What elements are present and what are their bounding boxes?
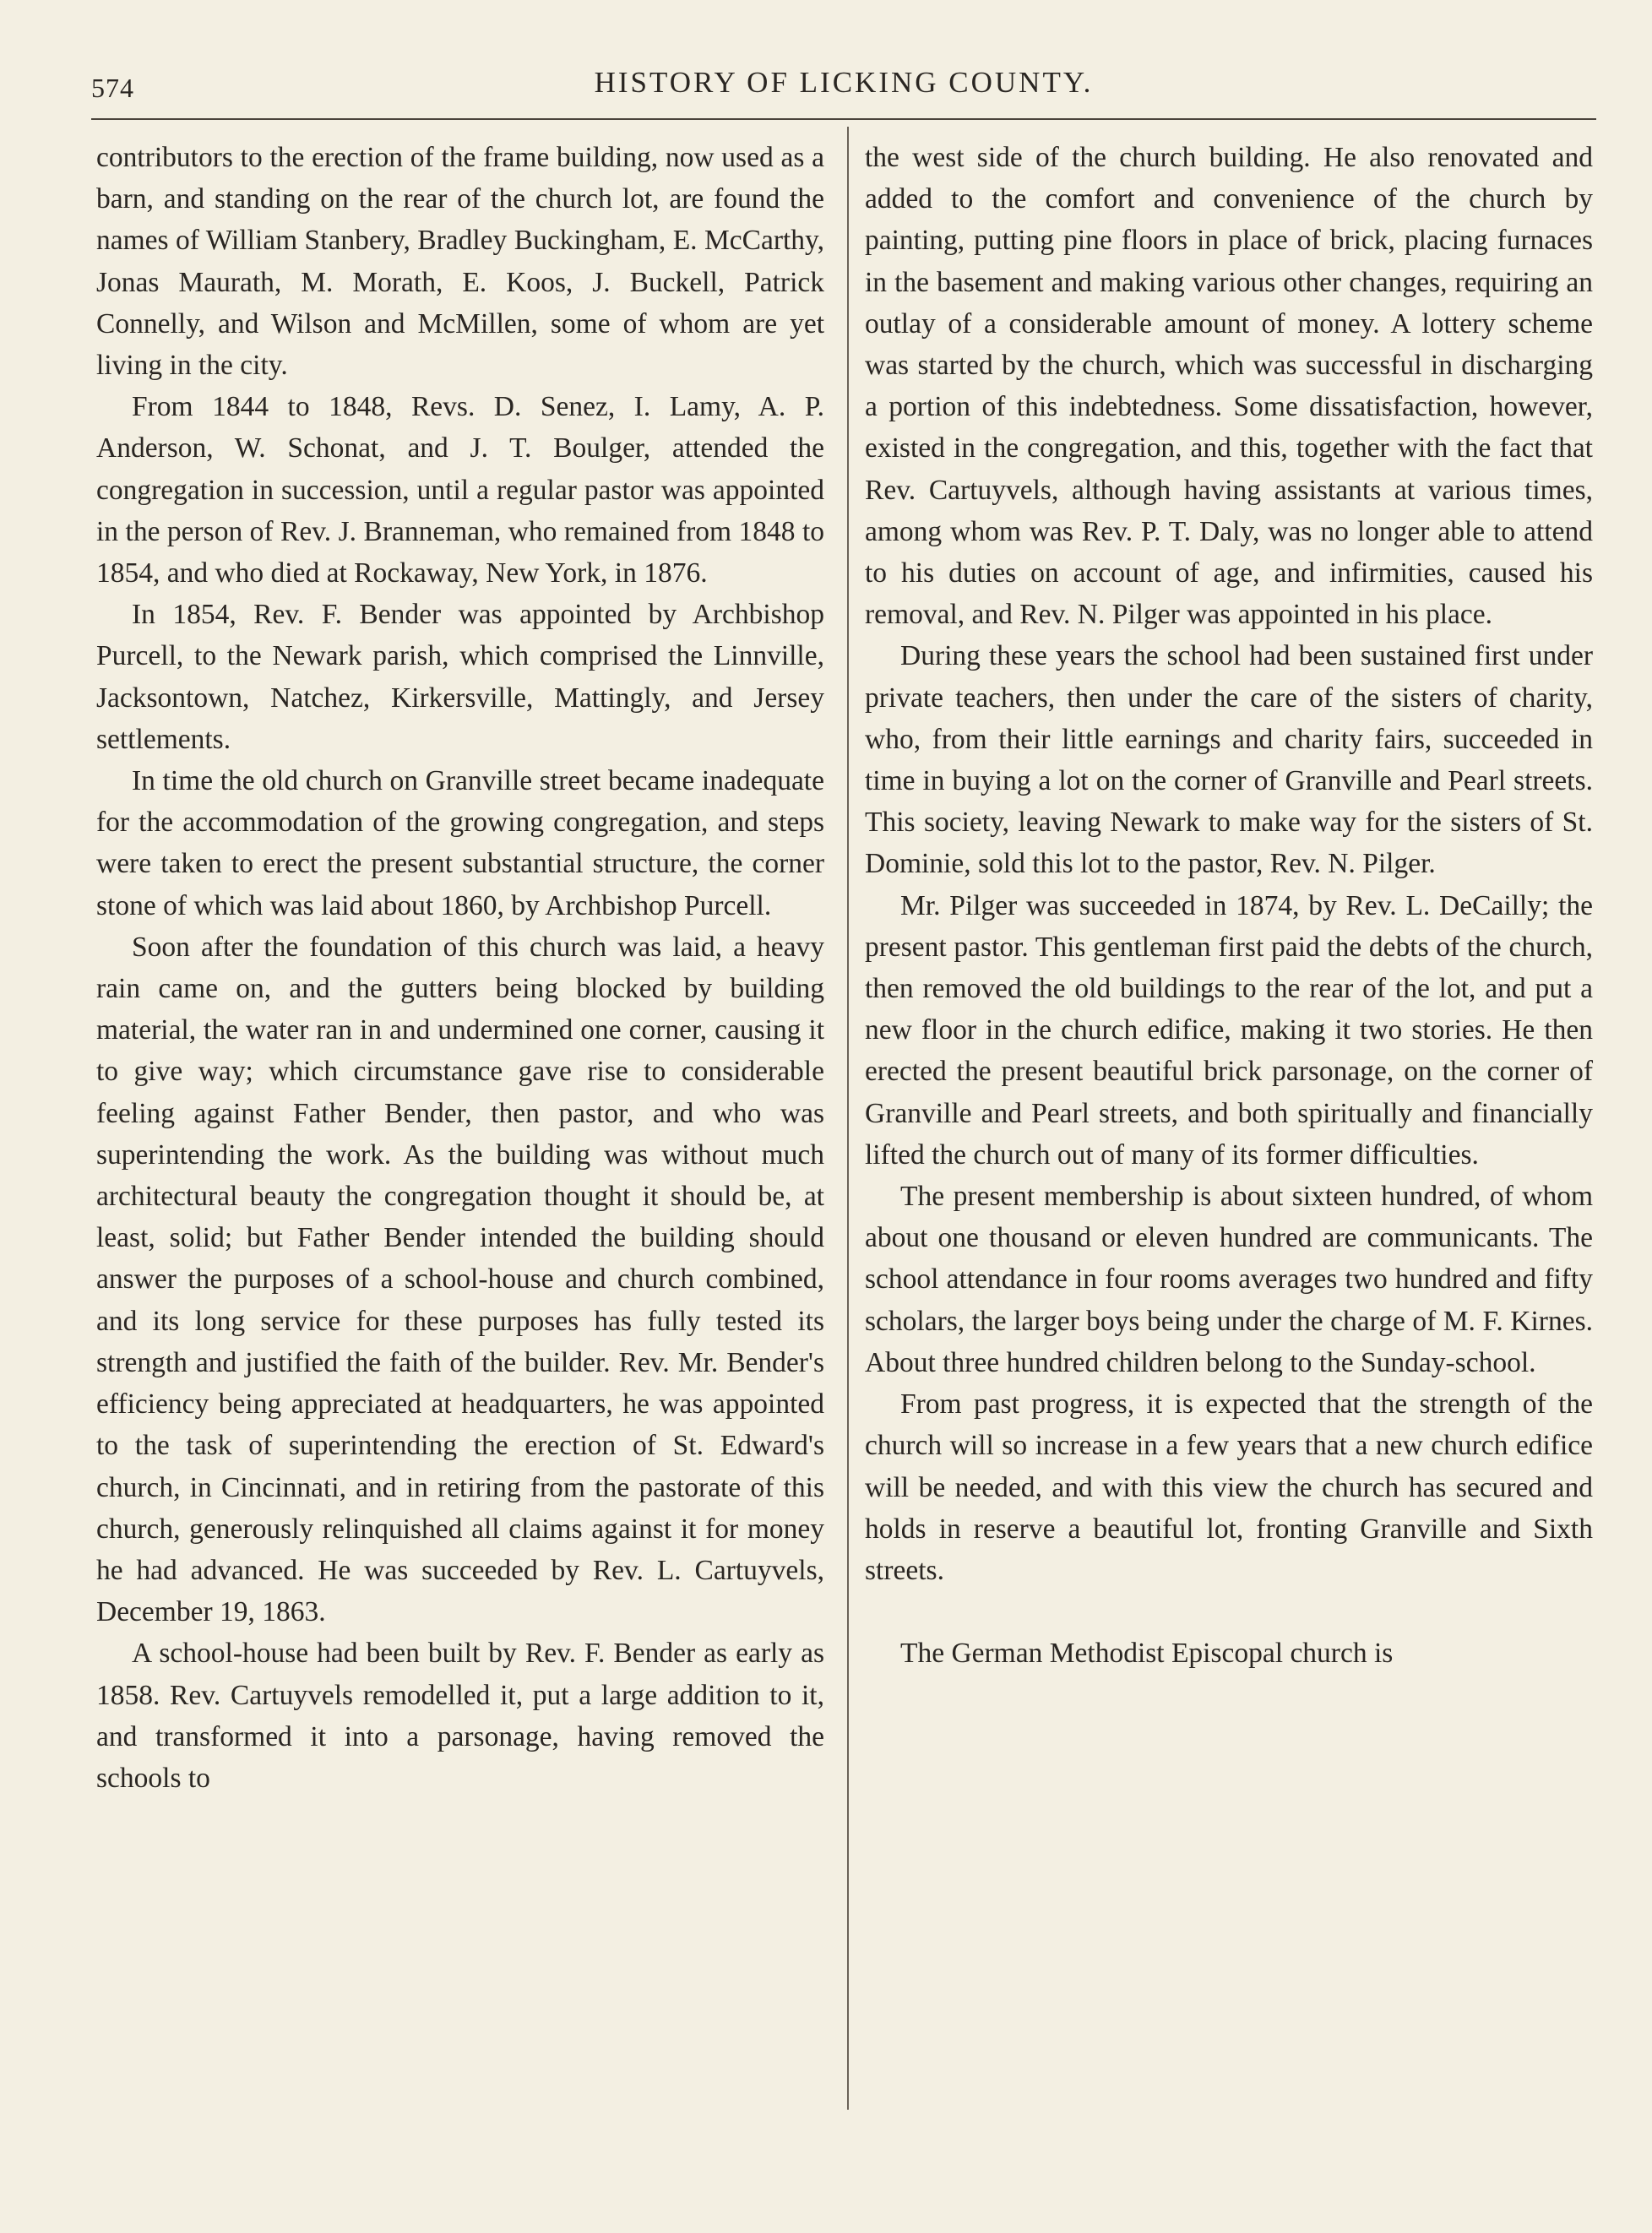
paragraph: The German Methodist Episcopal church is [900, 1638, 1394, 1670]
column-divider [847, 127, 849, 2110]
right-column [865, 137, 1593, 1674]
paragraph: During these years the school had been sustained first under private teachers, then under the care of the sisters of charity, who, from their little earnings and charity fairs, succeeded in time in buying a lot on the corner of Granville and Pearl streets. This society, leaving Newark to make way for the sisters of St. Dominie, sold this lot to the pastor, Rev. N. Pilger. [865, 640, 1593, 880]
paragraph: From past progress, it is expected that the strength of the church will so increase in a few years that a new church edifice will be needed, and with this view the church has secured and holds in reserve a beautiful lot, fronting Granville and Sixth streets. [865, 1388, 1593, 1586]
left-column [96, 137, 824, 1799]
page-number: 574 [91, 73, 134, 103]
header-rule [91, 118, 1596, 120]
paragraph: In 1854, Rev. F. Bender was appointed by Archbishop Purcell, to the Newark parish, which comprised the Linnville, Jacksontown, Natchez, Kirkersville, Mattingly, and Jersey settlements. [96, 599, 824, 755]
paragraph: A school-house had been built by Rev. F. Bender as early as 1858. Rev. Cartuyvels remodelled it, put a large addition to it, and transformed it into a parsonage, having removed the schools to [96, 1638, 824, 1794]
paragraph: In time the old church on Granville street became inadequate for the accommodation of the growing congregation, and steps were taken to erect the present substantial structure, the corner stone of which was laid about 1860, by Archbishop Purcell. [96, 765, 824, 921]
page-header [91, 66, 1596, 106]
paragraph: Soon after the foundation of this church was laid, a heavy rain came on, and the gutters being blocked by building material, the water ran in and undermined one corner, causing it to give way; which circumstance gave rise to considerable feeling against Father Bender, then pastor, and who was superintending the work. As the building was without much architectural beauty the congregation thought it should be, at least, solid; but Father Bender intended the building should answer the purposes of a school-house and church combined, and its long service for these purposes has fully tested its strength and justified the faith of the builder. Rev. Mr. Bender's efficiency being appreciated at headquarters, he was appointed to the task of superintending the erection of St. Edward's church, in Cincinnati, and in retiring from the pastorate of this church, generously relinquished all claims against it for money he had advanced. He was succeeded by Rev. L. Cartuyvels, December 19, 1863. [96, 931, 824, 1628]
paragraph: The present membership is about sixteen hundred, of whom about one thousand or eleven hundred are communicants. The school attendance in four rooms averages two hundred and fifty scholars, the larger boys being under the charge of M. F. Kirnes. About three hundred children belong to the Sunday-school. [865, 1181, 1593, 1378]
paragraph: Mr. Pilger was succeeded in 1874, by Rev. L. DeCailly; the present pastor. This gentleman first paid the debts of the church, then removed the old buildings to the rear of the lot, and put a new floor in the church edifice, making it two stories. He then erected the present beautiful brick parsonage, on the corner of Granville and Pearl streets, and both spiritually and financially lifted the church out of many of its former difficulties. [865, 889, 1593, 1171]
paragraph: the west side of the church building. He also renovated and added to the comfort and convenience of the church by painting, putting pine floors in place of brick, placing furnaces in the basement and making various other changes, requiring an outlay of a considerable amount of money. A lottery scheme was started by the church, which was successful in discharging a portion of this indebtedness. Some dissatisfaction, however, existed in the congregation, and this, together with the fact that Rev. Cartuyvels, although having assistants at various times, among whom was Rev. P. T. Daly, was no longer able to attend to his duties on account of age, and infirmities, caused his removal, and Rev. N. Pilger was appointed in his place. [865, 142, 1593, 631]
paragraph: contributors to the erection of the frame building, now used as a barn, and standing on the rear of the church lot, are found the names of William Stanbery, Bradley Buckingham, E. McCarthy, Jonas Maurath, M. Morath, E. Koos, J. Buckell, Patrick Connelly, and Wilson and McMillen, some of whom are yet living in the city. [96, 142, 824, 382]
paragraph: From 1844 to 1848, Revs. D. Senez, I. Lamy, A. P. Anderson, W. Schonat, and J. T. Boulger, attended the congregation in succession, until a regular pastor was appointed in the person of Rev. J. Branneman, who remained from 1848 to 1854, and who died at Rockaway, New York, in 1876. [96, 391, 824, 589]
running-title: HISTORY OF LICKING COUNTY. [594, 66, 1094, 99]
